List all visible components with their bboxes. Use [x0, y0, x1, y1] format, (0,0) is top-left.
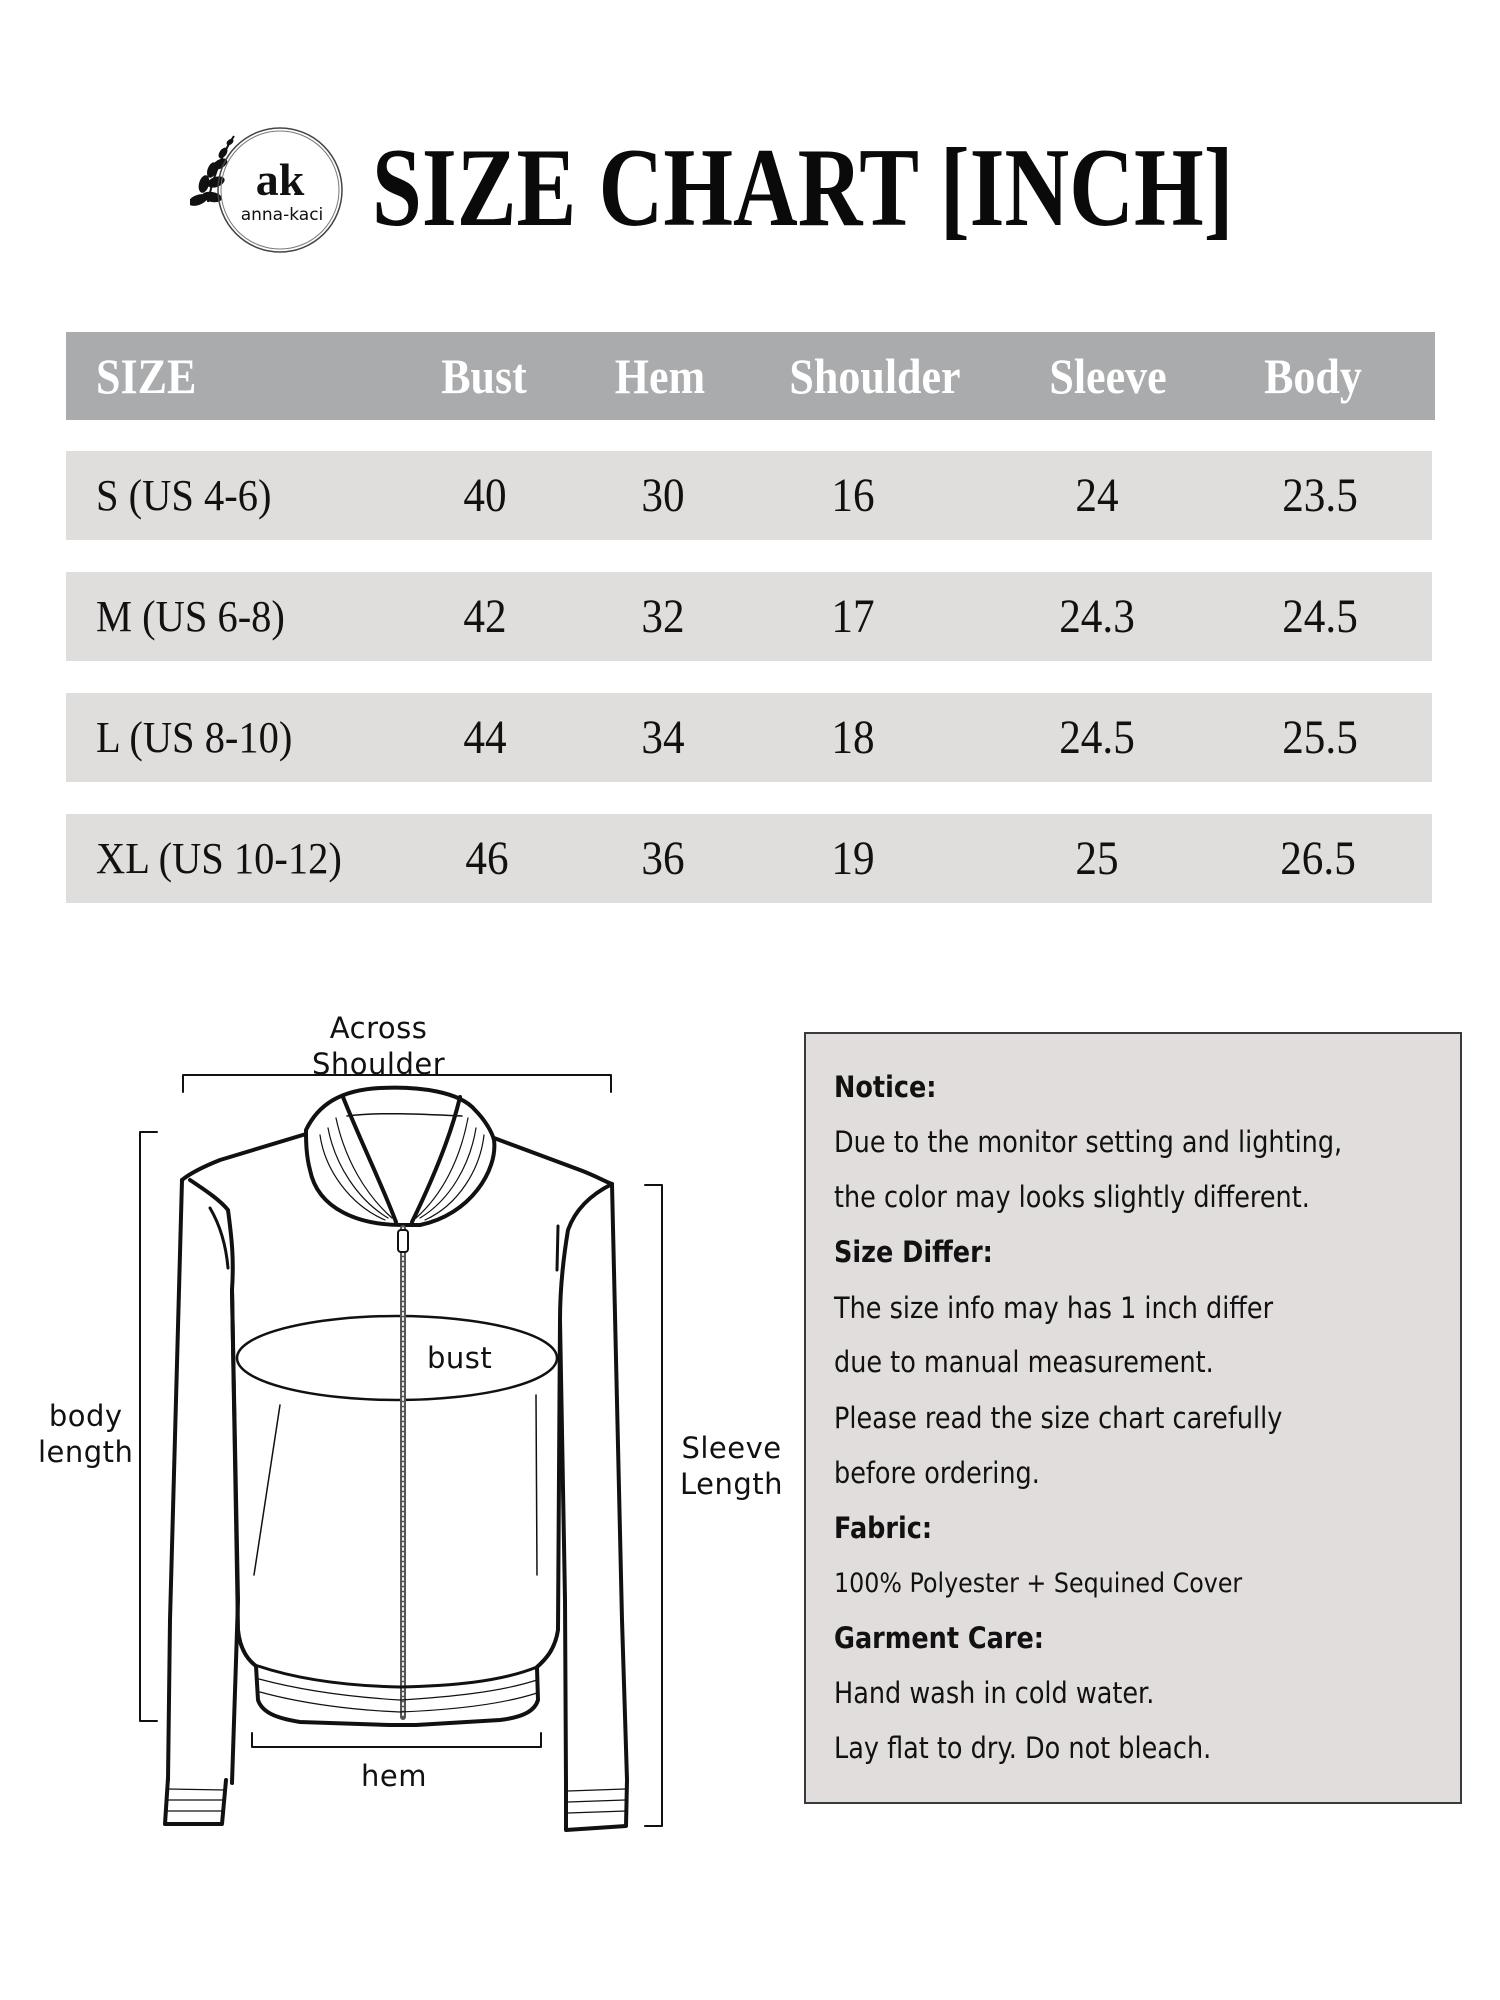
- bust-label: bust: [427, 1341, 493, 1375]
- body-length-bracket: [140, 1132, 157, 1721]
- cell-size: M (US 6-8): [96, 592, 285, 641]
- cell-sleeve: 24.5: [1059, 711, 1135, 764]
- right-sleeve-outer: [612, 1184, 627, 1780]
- body-length-label-line1: body: [48, 1399, 123, 1433]
- across-shoulder-label: [312, 1010, 445, 1082]
- brand-logo: [190, 120, 350, 260]
- body-length-label-line2: length: [38, 1435, 134, 1469]
- sleeve-length-label-line2: Length: [680, 1467, 784, 1501]
- cell-shoulder: 19: [831, 832, 875, 885]
- cell-sleeve: 25: [1075, 832, 1119, 885]
- size-differ-text: before ordering.: [834, 1456, 1040, 1490]
- cell-hem: 30: [641, 469, 685, 522]
- header-sleeve: Sleeve: [1049, 348, 1167, 404]
- collar-outline: [306, 1088, 494, 1225]
- garment-care-heading: Garment Care:: [834, 1621, 1044, 1655]
- left-sleeve-outer: [168, 1180, 182, 1780]
- cell-body: 25.5: [1282, 711, 1358, 764]
- notice-heading: Notice:: [834, 1070, 937, 1104]
- cell-size: L (US 8-10): [96, 713, 293, 762]
- notice-text: Due to the monitor setting and lighting,: [834, 1125, 1343, 1159]
- cell-body: 26.5: [1280, 832, 1356, 885]
- cell-shoulder: 18: [831, 711, 875, 764]
- logo-wordmark: anna-kaci: [240, 205, 324, 225]
- cell-size: XL (US 10-12): [96, 834, 342, 883]
- table-row: [66, 814, 1432, 903]
- size-differ-text: The size info may has 1 inch differ: [834, 1291, 1274, 1325]
- cell-bust: 46: [465, 832, 509, 885]
- sleeve-length-label-line1: Sleeve: [681, 1431, 782, 1465]
- table-row: [66, 693, 1432, 782]
- cell-body: 23.5: [1282, 469, 1358, 522]
- table-row: [66, 451, 1432, 540]
- cell-bust: 42: [463, 590, 507, 643]
- hem-band: [256, 1666, 538, 1725]
- notice-box: [804, 1032, 1462, 1804]
- cell-shoulder: 16: [831, 469, 875, 522]
- header-bust: Bust: [441, 348, 527, 404]
- left-cuff: [165, 1778, 226, 1824]
- cell-hem: 36: [641, 832, 685, 885]
- logo-monogram: ak: [255, 154, 305, 205]
- sleeve-length-label: [680, 1430, 783, 1502]
- cell-body: 24.5: [1282, 590, 1358, 643]
- page-title: SIZE CHART [INCH]: [372, 126, 1234, 250]
- across-shoulder-label-line1: Across: [329, 1011, 428, 1045]
- garment-care-text: Hand wash in cold water.: [834, 1676, 1155, 1710]
- cell-hem: 34: [641, 711, 685, 764]
- fabric-text: 100% Polyester + Sequined Cover: [834, 1568, 1243, 1599]
- size-differ-text: Please read the size chart carefully: [834, 1401, 1283, 1435]
- header-shoulder: Shoulder: [789, 348, 961, 404]
- header-body: Body: [1264, 348, 1362, 404]
- size-differ-heading: Size Differ:: [834, 1235, 993, 1269]
- size-differ-text: due to manual measurement.: [834, 1345, 1214, 1379]
- bust-ellipse: [237, 1316, 557, 1400]
- cell-hem: 32: [641, 590, 685, 643]
- cell-size: S (US 4-6): [96, 471, 272, 520]
- cell-shoulder: 17: [831, 590, 875, 643]
- header-size: SIZE: [96, 348, 197, 404]
- hem-bracket: [252, 1733, 541, 1747]
- sleeve-length-bracket: [645, 1185, 662, 1826]
- table-header: [66, 332, 1435, 420]
- garment-care-text: Lay flat to dry. Do not bleach.: [834, 1731, 1212, 1765]
- hem-label: hem: [361, 1759, 427, 1793]
- cell-bust: 44: [463, 711, 507, 764]
- table-row: [66, 572, 1432, 661]
- cell-sleeve: 24.3: [1059, 590, 1135, 643]
- left-shoulder: [182, 1134, 306, 1180]
- right-cuff: [566, 1780, 627, 1830]
- cell-bust: 40: [463, 469, 507, 522]
- right-sleeve-inner: [560, 1184, 612, 1784]
- notice-text: the color may looks slightly different.: [834, 1180, 1310, 1214]
- across-shoulder-label-line2: Shoulder: [312, 1047, 446, 1081]
- cell-sleeve: 24: [1075, 469, 1119, 522]
- right-shoulder: [494, 1138, 612, 1184]
- left-sleeve-inner: [190, 1180, 238, 1783]
- zipper-pull: [398, 1230, 408, 1252]
- jacket-diagram: [0, 990, 800, 1850]
- fabric-heading: Fabric:: [834, 1511, 933, 1545]
- leaf-branch-icon: [190, 136, 235, 208]
- body-length-label: [38, 1398, 133, 1470]
- header-hem: Hem: [614, 348, 706, 404]
